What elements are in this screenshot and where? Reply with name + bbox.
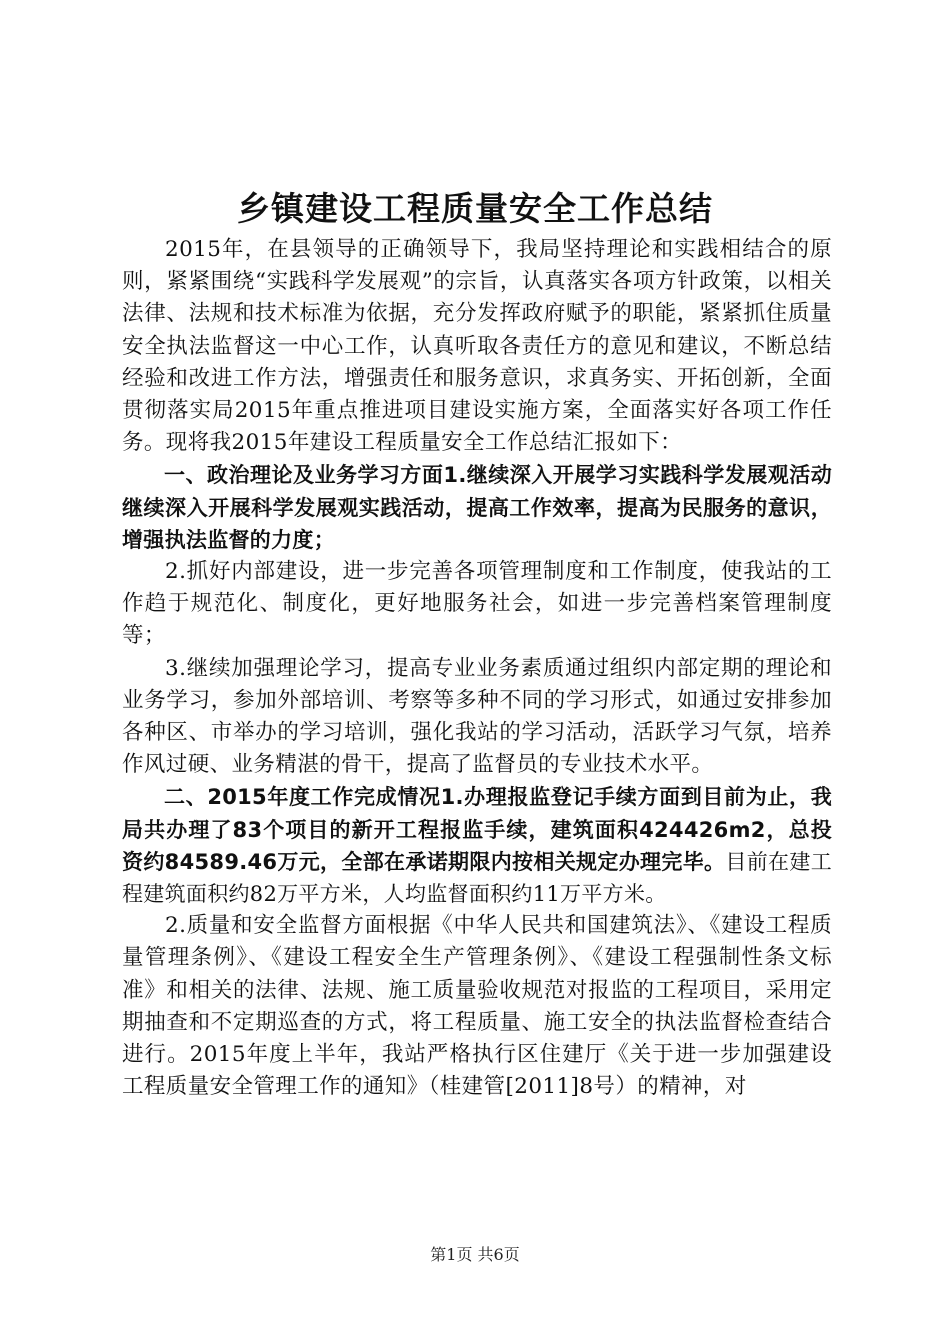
paragraph-intro: 2015年，在县领导的正确领导下，我局坚持理论和实践相结合的原则，紧紧围绕“实践科学发展观”的宗旨，认真落实各项方针政策，以相关法律、法规和技术标准为依据，充分发挥政府赋予的职能，紧紧抓住质量安全执法监督这一中心工作，认真听取各责任方的意见和建议，不断总结经验和改进工作方法，增强责任和服务意识，求真务实、开拓创新，全面贯彻落实局2015年重点推进项目建设实施方案，全面落实好各项工作任务。现将我2015年建设工程质量安全工作总结汇报如下： [122,237,832,456]
paragraph-item-3: 3.继续加强理论学习，提高专业业务素质通过组织内部定期的理论和业务学习，参加外部培训、考察等多种不同的学习形式，如通过安排参加各种区、市举办的学习培训，强化我站的学习活动，活跃学习气氛，培养作风过硬、业务精湛的骨干，提高了监督员的专业技术水平。 [122,655,832,778]
section-two-bold-lead: 二、2015年度工作完成情况1.办理报监登记手续方面到目前为止，我局共办理了83个项目的新开工程报监手续，建筑面积424426m2，总投资约84589.46万元，全部在承诺期限内按相关规定办理完毕。 [122,785,832,874]
document-body [122,234,832,1103]
paragraph-section-one-heading: 一、政治理论及业务学习方面1.继续深入开展学习实践科学发展观活动继续深入开展科学发展观实践活动，提高工作效率，提高为民服务的意识，增强执法监督的力度； [122,463,832,552]
paragraph-supervision: 2.质量和安全监督方面根据《中华人民共和国建筑法》、《建设工程质量管理条例》、《建设工程安全生产管理条例》、《建设工程强制性条文标准》和相关的法律、法规、施工质量验收规范对报监的工程项目，采用定期抽查和不定期巡查的方式，将工程质量、施工安全的执法监督检查结合进行。2015年度上半年，我站严格执行区住建厅《关于进一步加强建设工程质量安全管理工作的通知》（桂建管[2011]8号）的精神，对 [122,913,832,1100]
section-two-normal-text: 目前在建工程建筑面积约82万平方米，人均监督面积约11万平方米。 [122,849,833,907]
page-number-footer: 第1页 共6页 [430,1245,520,1264]
paragraph-section-two [122,781,832,910]
paragraph-item-2: 2.抓好内部建设，进一步完善各项管理制度和工作制度，使我站的工作趋于规范化、制度化，更好地服务社会，如进一步完善档案管理制度等； [122,559,832,649]
document-title: 乡镇建设工程质量安全工作总结 [237,189,713,228]
